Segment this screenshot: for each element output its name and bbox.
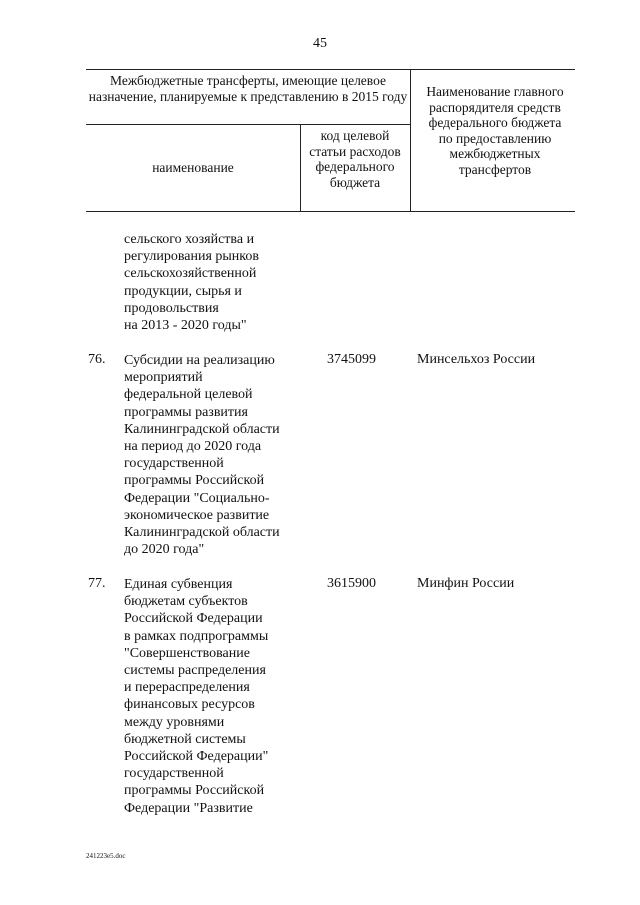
row-76-text: Субсидии на реализацию мероприятий федеральной целевой программы развития Калининградской области на период до 2020 года государственной программы Российской Федерации "Социально- экономическое развитие Калининградской области до 2020 года" [124,353,280,558]
header-col-manager: Наименование главного распорядителя средств федерального бюджета по предоставлению межбюджетных трансфертов [426,84,564,177]
row-76-manager: Минсельхоз России [417,352,536,367]
header-bottom-rule [86,211,575,212]
row-76-code: 3745099 [327,352,376,367]
page-number: 45 [313,36,327,51]
footer-filename: 241223e5.doc [86,852,126,860]
header-col-code: код целевой статьи расходов федерального бюджета [309,128,401,190]
header-top-rule [86,69,575,70]
header-divider-manager [410,69,411,211]
row-77-code: 3615900 [327,576,376,591]
row-76-number: 76. [88,352,106,367]
row-77-text: Единая субвенция бюджетам субъектов Российской Федерации в рамках подпрограммы "Совершенствование системы распределения и перераспределения финансовых ресурсов между уровнями бюджетной системы Российской Федерации" государственной программы Российской Федерации "Развитие [124,577,269,816]
row-continuation-text: сельского хозяйства и регулирования рынков сельскохозяйственной продукции, сырья и продовольствия на 2013 - 2020 годы" [124,232,259,334]
header-subgroup-rule [86,124,410,125]
header-group-title: Межбюджетные трансферты, имеющие целевое назначение, планируемые к представлению в 2015 году [88,73,408,104]
header-col-name: наименование [152,160,234,175]
row-77-number: 77. [88,576,106,591]
header-divider-code [300,124,301,211]
row-77-manager: Минфин России [417,576,515,591]
